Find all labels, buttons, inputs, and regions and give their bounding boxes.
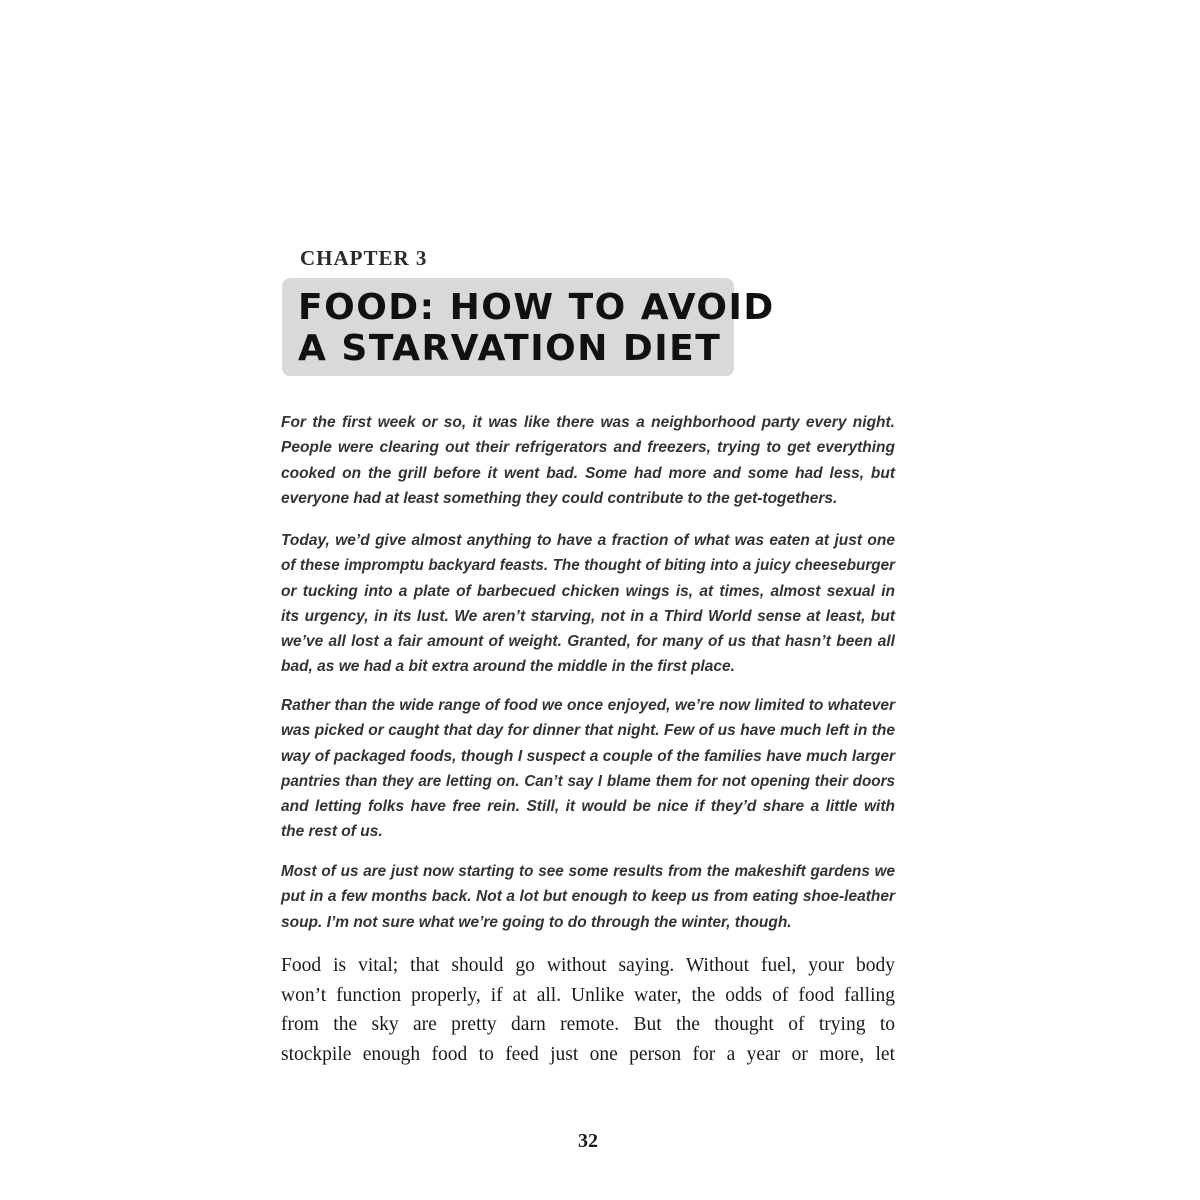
body-paragraph	[281, 951, 895, 1069]
body-line: from the sky are pretty darn remote. But the thought of trying to	[281, 1014, 895, 1035]
body-line: Food is vital; that should go without saying. Without fuel, your body	[281, 955, 895, 976]
body-line: won’t function properly, if at all. Unlike water, the odds of food falling	[281, 984, 895, 1006]
epigraph-line: was picked or caught that day for dinner that night. Few of us have much left in the	[281, 722, 895, 740]
chapter-title-line-1: FOOD: HOW TO AVOID	[298, 287, 775, 328]
epigraph-line: cooked on the grill before it went bad. Some had more and some had less, but	[281, 464, 895, 482]
epigraph-line: Most of us are just now starting to see some results from the makeshift gardens we	[281, 863, 895, 880]
epigraph-line: everyone had at least something they could contribute to the get-togethers.	[281, 489, 838, 507]
chapter-title-line-2: A STARVATION DIET	[298, 328, 722, 369]
page-number: 32	[578, 1130, 598, 1152]
epigraph-line: soup. I’m not sure what we’re going to do through the winter, though.	[281, 913, 792, 931]
epigraph-line: pantries than they are letting on. Can’t say I blame them for not opening their doors	[281, 772, 895, 790]
epigraph-line: the rest of us.	[281, 823, 383, 841]
epigraph-line: put in a few months back. Not a lot but enough to keep us from eating shoe-leather	[281, 888, 895, 906]
epigraph-paragraph-2	[281, 528, 895, 680]
epigraph-line: and letting folks have free rein. Still, it would be nice if they’d share a little with	[281, 798, 895, 816]
epigraph-line: Today, we’d give almost anything to have a fraction of what was eaten at just one	[281, 532, 895, 549]
epigraph-line: People were clearing out their refrigerators and freezers, trying to get everything	[281, 439, 895, 457]
epigraph-line: Rather than the wide range of food we once enjoyed, we’re now limited to whatever	[281, 697, 895, 714]
epigraph-line: we’ve all lost a fair amount of weight. Granted, for many of us that hasn’t been all	[281, 633, 895, 651]
epigraph-line: way of packaged foods, though I suspect a couple of the families have much larger	[281, 747, 895, 765]
epigraph-line: bad, as we had a bit extra around the middle in the first place.	[281, 658, 735, 676]
epigraph-paragraph-4	[281, 859, 895, 935]
chapter-label: CHAPTER 3	[300, 246, 428, 270]
body-line: stockpile enough food to feed just one person for a year or more, let	[281, 1043, 895, 1065]
epigraph-line: of these impromptu backyard feasts. The thought of biting into a juicy cheeseburger	[281, 557, 895, 575]
epigraph-paragraph-3	[281, 693, 895, 845]
epigraph-paragraph-1	[281, 410, 895, 511]
epigraph-line: For the first week or so, it was like there was a neighborhood party every night.	[281, 414, 895, 431]
epigraph-line: its urgency, in its lust. We aren’t starving, not in a Third World sense at least, but	[281, 607, 895, 625]
epigraph-line: or tucking into a plate of barbecued chicken wings is, at times, almost sexual in	[281, 582, 895, 600]
